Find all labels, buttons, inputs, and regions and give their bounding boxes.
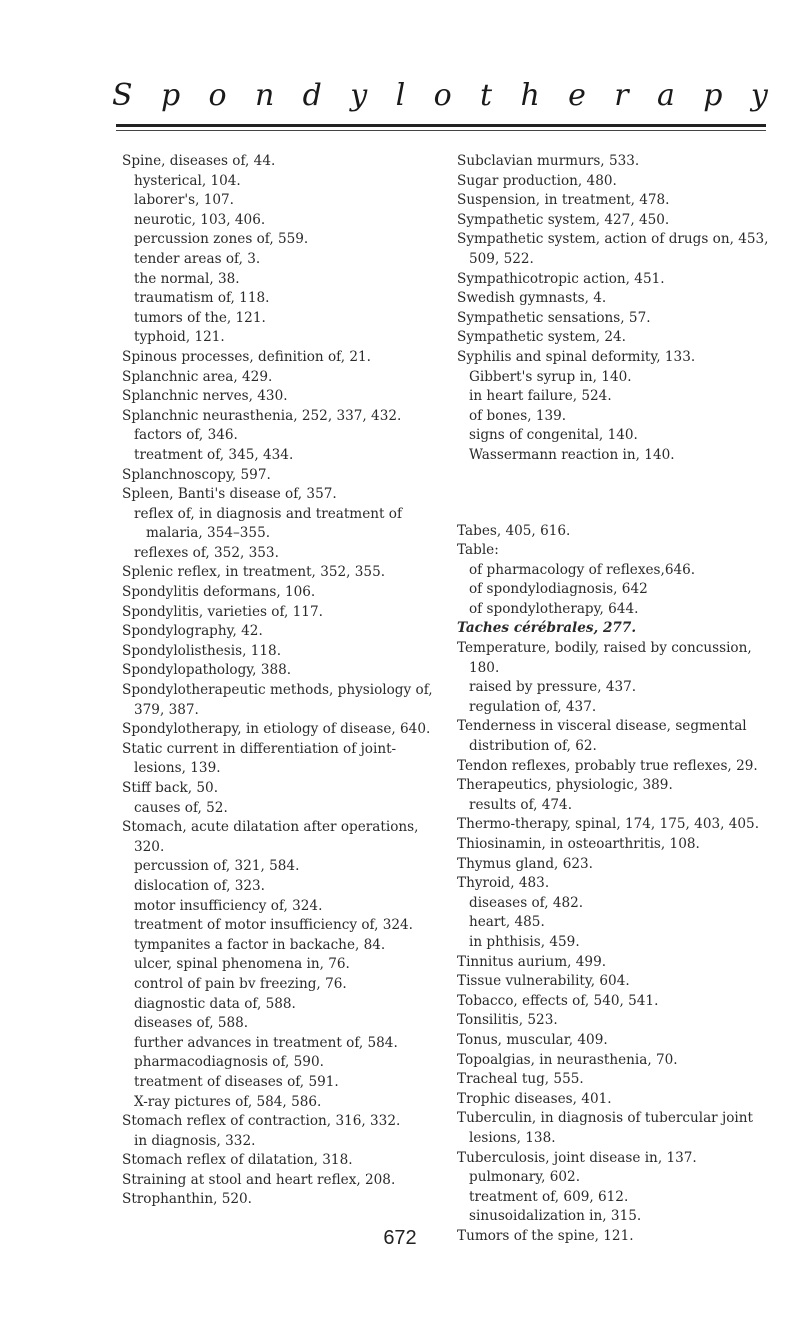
index-subentry: hysterical, 104.	[134, 172, 241, 189]
header-letter: o	[433, 78, 452, 113]
section-gap	[457, 466, 777, 522]
header-rule-thick	[116, 124, 766, 127]
header-letter: l	[395, 78, 406, 113]
index-entry: Sugar production, 480.	[457, 172, 617, 189]
index-entry: Tenderness in visceral disease, segmental distribution of, 62.	[457, 718, 747, 755]
index-subentry: in phthisis, 459.	[469, 933, 580, 950]
index-entry: Sympathetic system, action of drugs on, 453, 509, 522.	[457, 231, 769, 267]
index-entry: Tumors of the spine, 121.	[457, 1227, 634, 1244]
index-subentry: signs of congenital, 140.	[469, 427, 638, 444]
index-entry: Strophanthin, 520.	[122, 1191, 253, 1208]
index-entry: Sympathetic system, 24.	[457, 329, 626, 346]
index-entry: Spondylotherapeutic methods, physiology of, 379, 387.	[122, 682, 433, 718]
header-letter: r	[614, 78, 629, 113]
index-entry: Spine, diseases of, 44.	[122, 153, 276, 169]
header-letter: t	[480, 78, 493, 113]
index-entry: Taches cérébrales, 277.	[457, 620, 637, 637]
index-subentry: laborer's, 107.	[134, 192, 235, 209]
index-entry: Thiosinamin, in osteoarthritis, 108.	[457, 836, 700, 852]
index-subentry: Wassermann reaction in, 140.	[469, 446, 675, 463]
index-subentry: typhoid, 121.	[134, 329, 225, 346]
index-entry: Spondylitis deformans, 106.	[122, 584, 316, 601]
index-subentry: ulcer, spinal phenomena in, 76.	[134, 956, 350, 973]
index-subentry: raised by pressure, 437.	[469, 679, 637, 696]
index-subentry: of bones, 139.	[469, 407, 567, 424]
index-entry: Splenic reflex, in treatment, 352, 355.	[122, 564, 386, 581]
index-subentry: tumors of the, 121.	[134, 309, 266, 326]
index-subentry: diseases of, 482.	[469, 894, 584, 911]
index-subentry: diseases of, 588.	[134, 1015, 249, 1032]
index-entry: Thymus gland, 623.	[457, 855, 593, 872]
index-section-t	[457, 522, 777, 1247]
index-entry: Spleen, Banti's disease of, 357.	[122, 486, 337, 503]
header-letter: y	[350, 78, 368, 113]
index-entry: Topoalgias, in neurasthenia, 70.	[457, 1051, 678, 1068]
index-entry: Table:	[457, 542, 499, 559]
index-subentry: treatment of motor insufficiency of, 324.	[134, 917, 413, 934]
running-header	[112, 78, 768, 113]
index-subentry: neurotic, 103, 406.	[134, 211, 266, 228]
index-entry: Splanchnoscopy, 597.	[122, 466, 271, 483]
index-entry: Tonus, muscular, 409.	[457, 1031, 608, 1048]
index-section-s	[457, 152, 777, 466]
header-letter: h	[520, 78, 540, 113]
index-subentry: dislocation of, 323.	[134, 877, 265, 894]
index-entry: Syphilis and spinal deformity, 133.	[457, 348, 696, 365]
index-subentry: control of pain bv freezing, 76.	[134, 975, 347, 992]
index-subentry: causes of, 52.	[134, 799, 228, 816]
index-subentry: of pharmacology of reflexes,646.	[469, 561, 696, 578]
index-subentry: percussion of, 321, 584.	[134, 858, 300, 875]
index-entry: Stomach, acute dilatation after operations, 320.	[122, 819, 419, 855]
index-subentry: the normal, 38.	[134, 270, 240, 287]
index-column-right	[457, 152, 777, 1246]
index-entry: Tabes, 405, 616.	[457, 522, 571, 539]
header-letter: e	[568, 78, 586, 113]
index-subentry: in heart failure, 524.	[469, 388, 612, 405]
page-number: 672	[383, 1227, 417, 1249]
index-entry: Stomach reflex of dilatation, 318.	[122, 1152, 353, 1169]
header-letter: o	[208, 78, 227, 113]
index-subentry: further advances in treatment of, 584.	[134, 1034, 398, 1051]
index-subentry: treatment of diseases of, 591.	[134, 1073, 339, 1090]
header-letter: n	[254, 78, 275, 113]
header-letter: S	[112, 78, 133, 113]
index-subentry: X-ray pictures of, 584, 586.	[134, 1093, 322, 1110]
index-subentry: results of, 474.	[469, 796, 573, 813]
index-subentry: regulation of, 437.	[469, 698, 597, 715]
index-entry: Static current in differentiation of joint-lesions, 139.	[122, 740, 397, 777]
header-letter: p	[703, 78, 723, 113]
index-subentry: of spondylodiagnosis, 642	[469, 581, 648, 598]
index-entry: Stiff back, 50.	[122, 780, 219, 796]
index-subentry: treatment of, 609, 612.	[469, 1188, 629, 1205]
index-subentry: pharmacodiagnosis of, 590.	[134, 1054, 324, 1071]
index-subentry: tympanites a factor in backache, 84.	[134, 936, 386, 953]
index-entry: Spondylography, 42.	[122, 623, 263, 640]
index-subentry: sinusoidalization in, 315.	[469, 1208, 642, 1225]
index-entry: Straining at stool and heart reflex, 208.	[122, 1171, 396, 1188]
index-entry: Stomach reflex of contraction, 316, 332.	[122, 1113, 401, 1130]
index-entry: Spondylitis, varieties of, 117.	[122, 603, 323, 620]
index-subentry: reflexes of, 352, 353.	[134, 544, 279, 561]
index-entry: Spondylopathology, 388.	[122, 662, 292, 679]
index-entry: Subclavian murmurs, 533.	[457, 153, 640, 169]
index-entry: Splanchnic nerves, 430.	[122, 388, 288, 405]
header-letter: d	[302, 78, 322, 113]
index-entry: Splanchnic area, 429.	[122, 368, 273, 385]
index-entry: Tinnitus aurium, 499.	[457, 953, 607, 970]
index-entry: Thyroid, 483.	[457, 875, 550, 892]
index-subentry: traumatism of, 118.	[134, 290, 270, 307]
index-entry: Tissue vulnerability, 604.	[457, 973, 630, 990]
header-rule-thin	[116, 130, 766, 131]
index-subentry: heart, 485.	[469, 914, 545, 931]
index-entry: Tuberculin, in diagnosis of tubercular joint lesions, 138.	[457, 1110, 753, 1146]
index-subentry: diagnostic data of, 588.	[134, 995, 296, 1012]
index-entry: Sympathetic sensations, 57.	[457, 309, 651, 326]
index-entry: Tracheal tug, 555.	[457, 1071, 584, 1088]
header-letter: p	[160, 78, 181, 113]
index-subentry: Gibbert's syrup in, 140.	[469, 368, 632, 385]
index-entry: Spondylotherapy, in etiology of disease, 640.	[122, 721, 431, 738]
index-entry: Suspension, in treatment, 478.	[457, 192, 670, 209]
index-subentry: motor insufficiency of, 324.	[134, 897, 323, 914]
index-entry: Tendon reflexes, probably true reflexes, 29.	[457, 757, 758, 774]
index-subentry: percussion zones of, 559.	[134, 231, 309, 248]
index-entry: Sympathetic system, 427, 450.	[457, 211, 670, 228]
index-entry: Swedish gymnasts, 4.	[457, 290, 607, 307]
index-entry: Trophic diseases, 401.	[457, 1090, 612, 1107]
index-entry: Sympathicotropic action, 451.	[457, 270, 665, 287]
index-subentry: treatment of, 345, 434.	[134, 446, 294, 463]
index-entry: Thermo-therapy, spinal, 174, 175, 403, 405.	[457, 816, 760, 833]
index-subentry: in diagnosis, 332.	[134, 1132, 256, 1149]
index-entry: Spondylolisthesis, 118.	[122, 642, 282, 659]
index-entry: Spinous processes, definition of, 21.	[122, 348, 371, 365]
index-entry: Therapeutics, physiologic, 389.	[457, 777, 673, 794]
index-entry: Temperature, bodily, raised by concussion, 180.	[457, 640, 752, 676]
index-column-left	[122, 152, 444, 1210]
index-subentry: factors of, 346.	[134, 427, 238, 444]
index-entry: Splanchnic neurasthenia, 252, 337, 432.	[122, 407, 402, 424]
index-subentry: reflex of, in diagnosis and treatment of malaria, 354–355.	[134, 505, 402, 542]
index-subentry: tender areas of, 3.	[134, 250, 261, 267]
index-entry: Tonsilitis, 523.	[457, 1012, 558, 1029]
header-letter: a	[657, 78, 675, 113]
index-entry: Tobacco, effects of, 540, 541.	[457, 992, 659, 1009]
index-subentry: of spondylotherapy, 644.	[469, 600, 639, 617]
index-subentry: pulmonary, 602.	[469, 1169, 581, 1186]
header-letter: y	[750, 78, 768, 113]
index-entry: Tuberculosis, joint disease in, 137.	[457, 1149, 697, 1166]
